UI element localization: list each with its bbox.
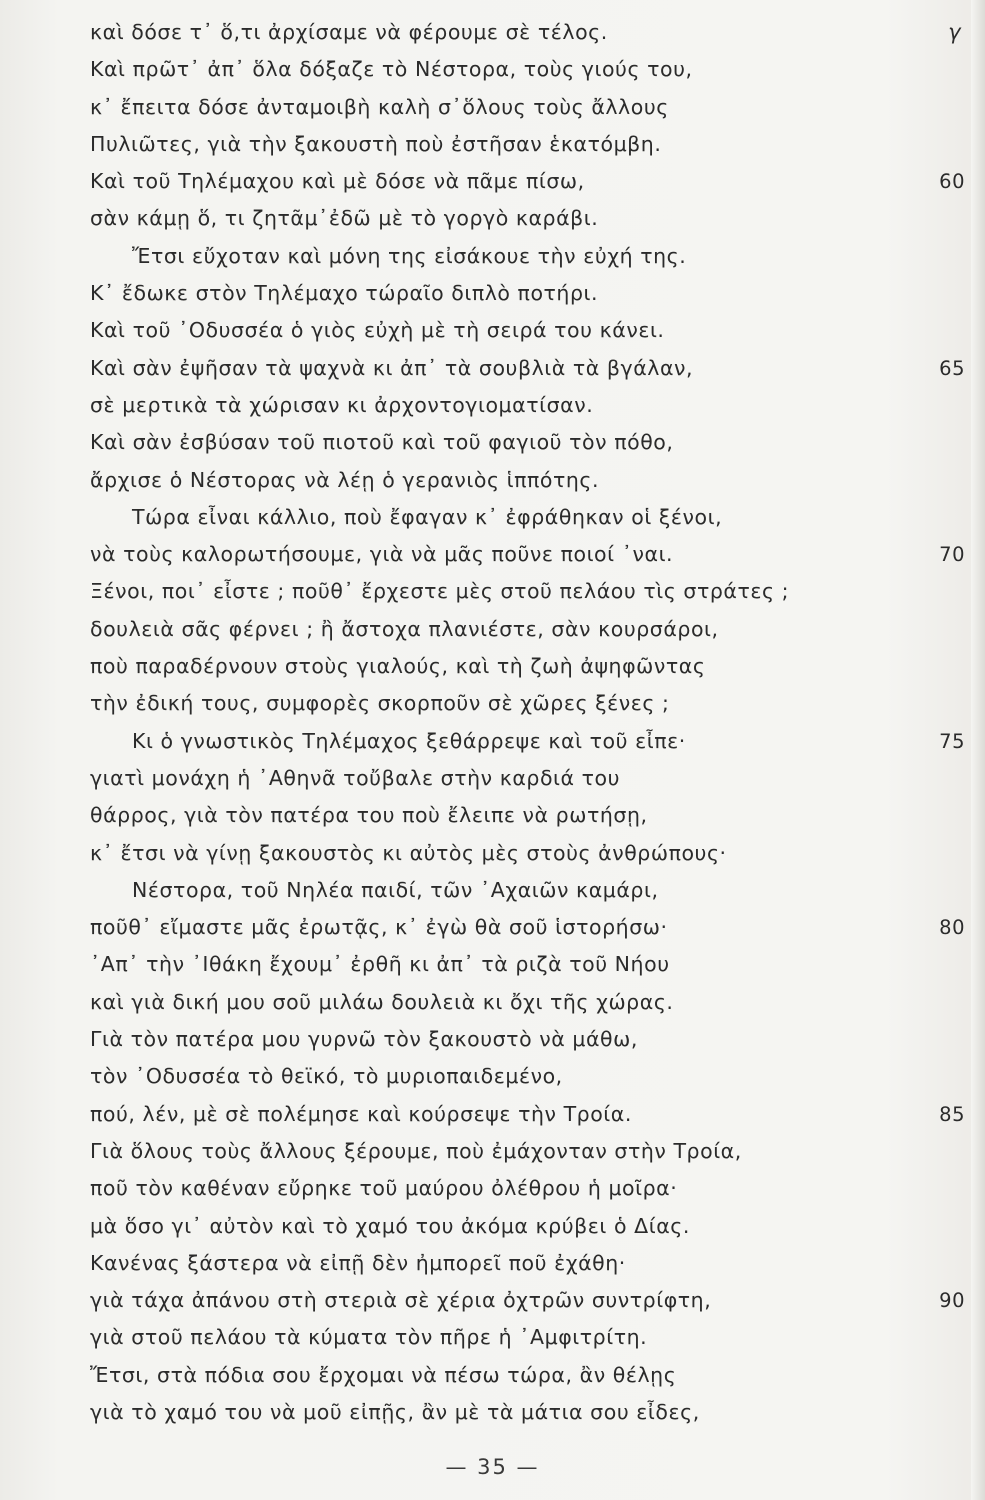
verse-text: δουλειὰ σᾶς φέρνει ; ἢ ἄστοχα πλανιέστε, σὰν κουρσάροι,: [90, 616, 719, 641]
verse-line: [0, 946, 985, 983]
verse-line: [0, 1208, 985, 1245]
verse-line: [0, 424, 985, 461]
verse-text: γιὰ τάχα ἀπάνου στὴ στεριὰ σὲ χέρια ὀχτρῶν συντρίφτη,: [90, 1288, 712, 1313]
verse-text: τὴν ἐδική τους, συμφορὲς σκορποῦν σὲ χῶρες ξένες ;: [90, 691, 670, 716]
verse-line: [0, 723, 985, 760]
verse-line: [0, 1319, 985, 1356]
verse-text: Πυλιῶτες, γιὰ τὴν ξακουστὴ ποὺ ἐστῆσαν ἑκατόμβη.: [90, 131, 662, 156]
verse-text: Καὶ τοῦ Τηλέμαχου καὶ μὲ δόσε νὰ πᾶμε πίσω,: [90, 169, 585, 194]
verse-line: [0, 387, 985, 424]
verse-text: σὰν κάμῃ ὅ, τι ζητᾶμ᾿ἐδῶ μὲ τὸ γοργὸ καράβι.: [90, 206, 599, 231]
line-number: 85: [939, 1102, 965, 1126]
verse-line: [0, 238, 985, 275]
verse-line: [0, 872, 985, 909]
verse-line: [0, 1282, 985, 1319]
verse-text: γιατὶ μονάχη ἡ ᾿Αθηνᾶ τοὔβαλε στὴν καρδιά του: [90, 765, 621, 790]
line-number: γ: [948, 20, 961, 44]
verse-text: Γιὰ ὅλους τοὺς ἄλλους ξέρουμε, ποὺ ἐμάχονταν στὴν Τροία,: [90, 1138, 742, 1163]
verse-text: καὶ δόσε τ᾿ ὅ,τι ἀρχίσαμε νὰ φέρουμε σὲ τέλος.: [90, 20, 608, 44]
verse-line: [0, 89, 985, 126]
verse-text: Νέστορα, τοῦ Νηλέα παιδί, τῶν ᾿Αχαιῶν καμάρι,: [132, 877, 659, 902]
verse-text: μὰ ὅσο γι᾿ αὐτὸν καὶ τὸ χαμό του ἀκόμα κρύβει ὁ Δίας.: [90, 1213, 690, 1238]
poem-text: [0, 14, 985, 1431]
verse-text: καὶ γιὰ δική μου σοῦ μιλάω δουλειὰ κι ὄχι τῆς χώρας.: [90, 989, 674, 1014]
verse-text: Ξένοι, ποι᾿ εἶστε ; ποῦθ᾿ ἔρχεστε μὲς στοῦ πελάου τὶς στράτες ;: [90, 579, 790, 604]
verse-text: Ἔτσι εὔχοταν καὶ μόνη της εἰσάκουε τὴν εὐχή της.: [132, 243, 687, 268]
verse-line: [0, 1058, 985, 1095]
verse-line: [0, 1096, 985, 1133]
verse-line: [0, 312, 985, 349]
verse-line: [0, 1170, 985, 1207]
verse-text: τὸν ᾿Οδυσσέα τὸ θεϊκό, τὸ μυριοπαιδεμένο,: [90, 1064, 563, 1089]
verse-line: [0, 200, 985, 237]
verse-text: γιὰ στοῦ πελάου τὰ κύματα τὸν πῆρε ἡ ᾿Αμφιτρίτη.: [90, 1325, 648, 1350]
verse-text: γιὰ τὸ χαμό του νὰ μοῦ εἰπῇς, ἂν μὲ τὰ μάτια σου εἶδες,: [90, 1399, 700, 1424]
verse-line: [0, 611, 985, 648]
verse-text: Τώρα εἶναι κάλλιο, ποὺ ἔφαγαν κ᾿ ἐφράθηκαν οἱ ξένοι,: [132, 504, 723, 529]
verse-line: [0, 51, 985, 88]
line-number: 65: [939, 356, 965, 380]
verse-text: νὰ τοὺς καλορωτήσουμε, γιὰ νὰ μᾶς ποῦνε ποιοί ᾿ναι.: [90, 542, 674, 567]
verse-text: σὲ μερτικὰ τὰ χώρισαν κι ἀρχοντογιοματίσαν.: [90, 392, 594, 417]
verse-line: [0, 350, 985, 387]
verse-text: Κ᾿ ἔδωκε στὸν Τηλέμαχο τώραῖο διπλὸ ποτήρι.: [90, 281, 599, 306]
verse-line: [0, 126, 985, 163]
verse-line: [0, 536, 985, 573]
verse-text: κ᾿ ἔτσι νὰ γίνῃ ξακουστὸς κι αὐτὸς μὲς στοὺς ἀνθρώπους·: [90, 840, 727, 865]
verse-text: Κι ὁ γνωστικὸς Τηλέμαχος ξεθάρρεψε καὶ τοῦ εἶπε·: [132, 728, 686, 753]
verse-text: ἄρχισε ὁ Νέστορας νὰ λέῃ ὁ γερανιὸς ἱππότης.: [90, 467, 600, 492]
line-number: 60: [939, 170, 965, 194]
line-number: 90: [939, 1289, 965, 1313]
verse-text: ᾿Απ᾿ τὴν ᾿Ιθάκη ἔχουμ᾿ ἐρθῆ κι ἀπ᾿ τὰ ριζὰ τοῦ Νήου: [90, 952, 670, 977]
verse-line: [0, 984, 985, 1021]
verse-text: κ᾿ ἔπειτα δόσε ἀνταμοιβὴ καλὴ σ᾿ὅλους τοὺς ἄλλους: [90, 94, 669, 119]
verse-text: ποῦθ᾿ εἴμαστε μᾶς ἐρωτᾷς, κ᾿ ἐγὼ θὰ σοῦ ἱστορήσω·: [90, 915, 668, 940]
verse-text: πού, λέν, μὲ σὲ πολέμησε καὶ κούρσεψε τὴν Τροία.: [90, 1101, 632, 1126]
verse-text: Ἔτσι, στὰ πόδια σου ἔρχομαι νὰ πέσω τώρα, ἂν θέλῃς: [90, 1362, 677, 1387]
verse-line: [0, 1021, 985, 1058]
verse-text: Καὶ σὰν ἐψῆσαν τὰ ψαχνὰ κι ἀπ᾿ τὰ σουβλιὰ τὰ βγάλαν,: [90, 355, 694, 380]
line-number: 75: [939, 729, 965, 753]
verse-line: [0, 275, 985, 312]
verse-line: [0, 14, 985, 51]
verse-text: Καὶ πρῶτ᾿ ἀπ᾿ ὅλα δόξαζε τὸ Νέστορα, τοὺς γιούς του,: [90, 57, 693, 82]
line-number: 80: [939, 916, 965, 940]
verse-line: [0, 1245, 985, 1282]
verse-line: [0, 685, 985, 722]
verse-line: [0, 499, 985, 536]
verse-text: ποὺ παραδέρνουν στοὺς γιαλούς, καὶ τὴ ζωὴ ἀψηφῶντας: [90, 654, 706, 679]
verse-line: [0, 1133, 985, 1170]
verse-text: Κανένας ξάστερα νὰ εἰπῇ δὲν ἠμπορεῖ ποῦ ἐχάθη·: [90, 1250, 626, 1275]
verse-text: Γιὰ τὸν πατέρα μου γυρνῶ τὸν ξακουστὸ νὰ μάθω,: [90, 1027, 638, 1052]
verse-line: [0, 760, 985, 797]
verse-line: [0, 835, 985, 872]
verse-line: [0, 909, 985, 946]
page-number: — 35 —: [445, 1455, 540, 1479]
verse-text: ποῦ τὸν καθέναν εὔρηκε τοῦ μαύρου ὀλέθρου ἡ μοῖρα·: [90, 1176, 678, 1201]
verse-line: [0, 648, 985, 685]
verse-line: [0, 462, 985, 499]
verse-line: [0, 1357, 985, 1394]
verse-line: [0, 163, 985, 200]
verse-line: [0, 1394, 985, 1431]
verse-line: [0, 573, 985, 610]
verse-text: θάρρος, γιὰ τὸν πατέρα του ποὺ ἔλειπε νὰ ρωτήσῃ,: [90, 803, 648, 828]
verse-text: Καὶ τοῦ ᾿Οδυσσέα ὁ γιὸς εὐχὴ μὲ τὴ σειρά του κάνει.: [90, 318, 665, 343]
verse-line: [0, 797, 985, 834]
verse-text: Καὶ σὰν ἐσβύσαν τοῦ πιοτοῦ καὶ τοῦ φαγιοῦ τὸν πόθο,: [90, 430, 674, 455]
line-number: 70: [939, 543, 965, 567]
